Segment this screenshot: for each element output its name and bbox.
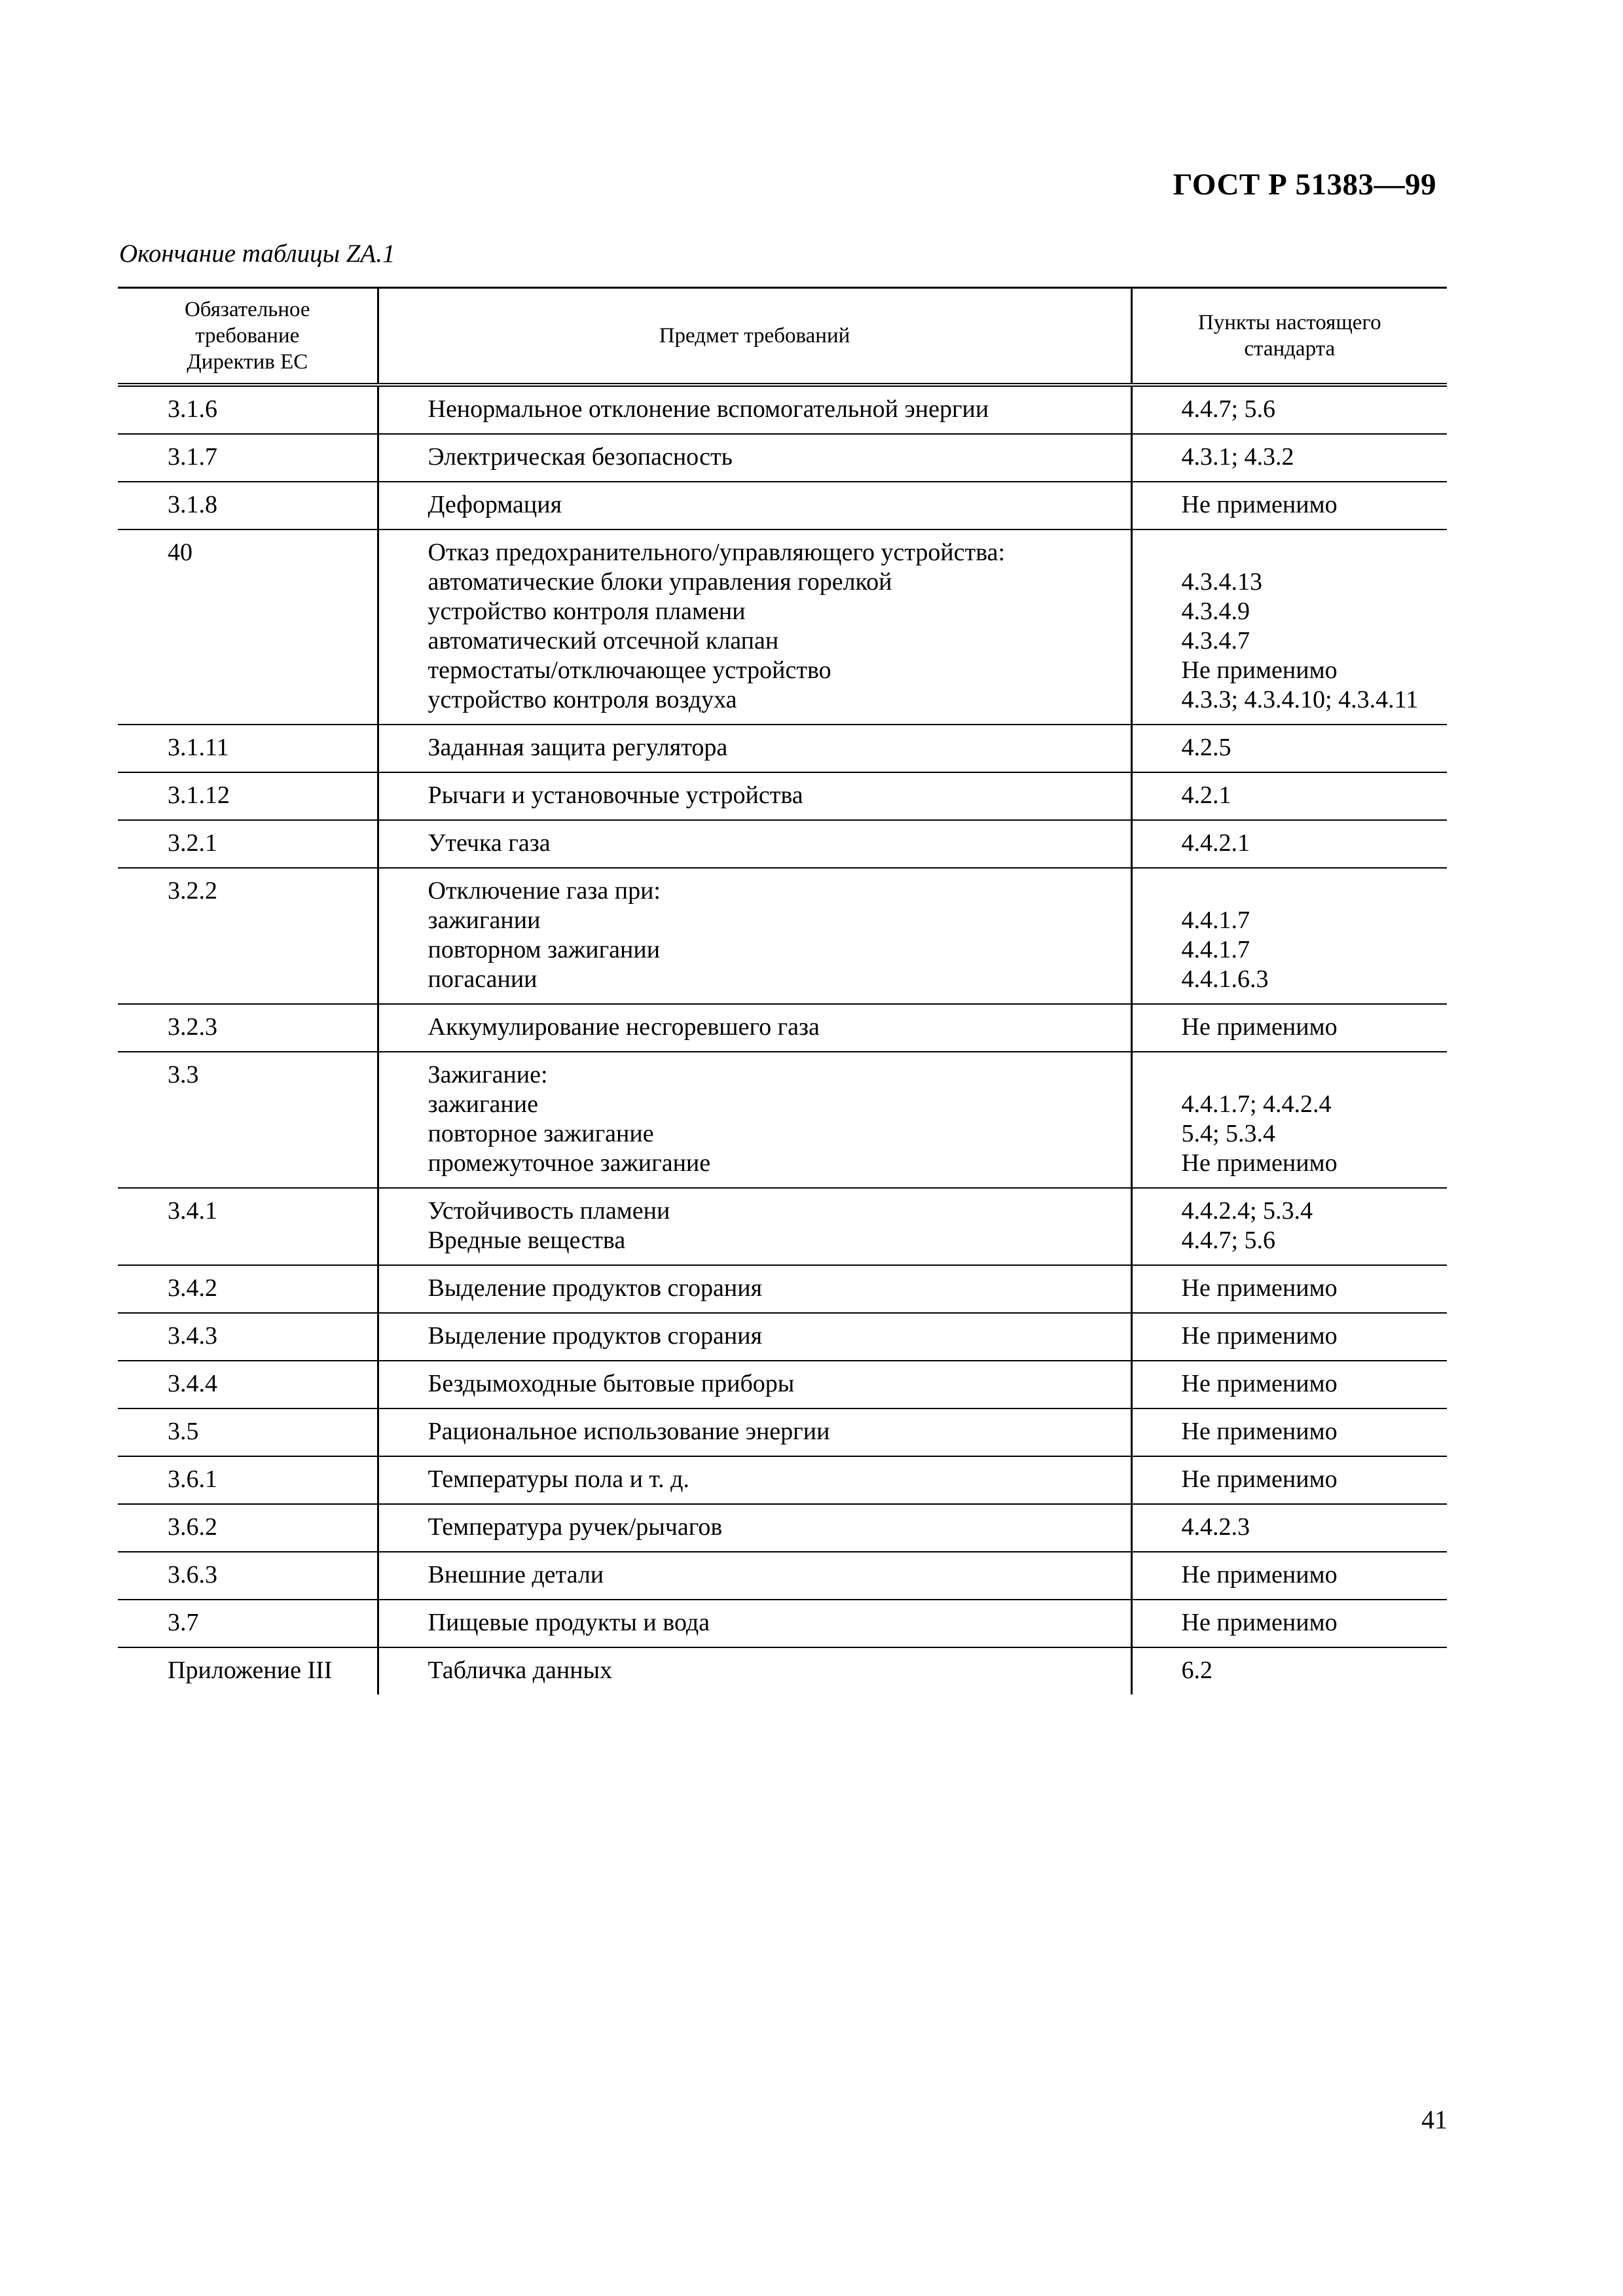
cell-subject [378, 1265, 1131, 1313]
cell-standard-clauses [1131, 1004, 1447, 1052]
cell-standard-clauses [1131, 1552, 1447, 1600]
table-row [118, 1188, 1447, 1265]
clause-text: 3.2.1 [168, 829, 217, 857]
subject-line: Рычаги и установочные устройства [428, 781, 803, 809]
subject-line: зажигание [428, 1090, 538, 1118]
cell-standard-clauses [1131, 1361, 1447, 1408]
cell-subject [378, 820, 1131, 868]
clause-reference-line: 4.4.1.7 [1181, 906, 1250, 934]
clause-reference-line: Не применимо [1181, 656, 1338, 684]
subject-line: Зажигание: [428, 1060, 548, 1088]
cell-subject [378, 1647, 1131, 1695]
subject-line: Электрическая безопасность [428, 442, 733, 471]
subject-line: Пищевые продукты и вода [428, 1608, 710, 1636]
table-row [118, 1052, 1447, 1188]
subject-line: Заданная защита регулятора [428, 733, 728, 761]
table-row [118, 1456, 1447, 1504]
cell-standard-clauses [1131, 529, 1447, 725]
subject-line: автоматические блоки управления горелкой [428, 567, 892, 596]
clause-reference-line: 4.4.1.7; 4.4.2.4 [1181, 1090, 1332, 1118]
cell-standard-clauses [1131, 482, 1447, 529]
cell-standard-clauses [1131, 725, 1447, 772]
table-body [118, 385, 1447, 1695]
cell-directive-clause [118, 1265, 378, 1313]
subject-line: повторном зажигании [428, 935, 661, 963]
subject-line: Выделение продуктов сгорания [428, 1321, 763, 1350]
clause-reference-line: 4.3.1; 4.3.2 [1181, 442, 1294, 471]
clause-reference-line [1182, 538, 1448, 567]
cell-directive-clause [118, 434, 378, 482]
cell-subject [378, 1408, 1131, 1456]
cell-subject [378, 1188, 1131, 1265]
cell-directive-clause [118, 725, 378, 772]
subject-line: Рациональное использование энергии [428, 1417, 830, 1445]
cell-subject [378, 1600, 1131, 1647]
clause-text: 3.6.2 [168, 1513, 217, 1541]
cell-subject [378, 725, 1131, 772]
cell-directive-clause [118, 868, 378, 1004]
table-row [118, 1408, 1447, 1456]
clause-reference-line: 4.4.7; 5.6 [1181, 395, 1276, 423]
document-code: ГОСТ Р 51383—99 [1173, 168, 1436, 202]
cell-directive-clause [118, 1552, 378, 1600]
header-subject [378, 288, 1131, 385]
cell-directive-clause [118, 1504, 378, 1552]
cell-subject [378, 1052, 1131, 1188]
subject-line: Ненормальное отклонение вспомогательной энергии [428, 395, 989, 423]
subject-line: зажигании [428, 906, 541, 934]
cell-standard-clauses [1131, 1600, 1447, 1647]
cell-directive-clause [118, 1456, 378, 1504]
clause-reference-line: Не применимо [1181, 1417, 1338, 1445]
cell-subject [378, 868, 1131, 1004]
clause-reference-line: 4.4.1.6.3 [1181, 965, 1269, 993]
clause-reference-line: 4.3.4.9 [1181, 597, 1250, 625]
clause-reference-line: Не применимо [1181, 1465, 1338, 1493]
subject-line: погасании [428, 965, 538, 993]
clause-reference-line: 4.2.1 [1181, 781, 1231, 809]
cell-subject [378, 1552, 1131, 1600]
table-caption: Окончание таблицы ZA.1 [119, 240, 395, 268]
subject-line: термостаты/отключающее устройство [428, 656, 831, 684]
subject-line: Отказ предохранительного/управляющего устройства: [428, 538, 1006, 566]
clause-text: Приложение III [168, 1656, 333, 1684]
requirements-table [118, 287, 1447, 1695]
cell-directive-clause [118, 1052, 378, 1188]
clause-reference-line: 4.3.4.7 [1181, 626, 1250, 655]
clause-reference-line: 4.2.5 [1181, 733, 1231, 761]
clause-text: 3.4.2 [168, 1274, 217, 1302]
cell-standard-clauses [1131, 1313, 1447, 1361]
subject-line: Деформация [428, 490, 562, 518]
cell-directive-clause [118, 1647, 378, 1695]
table-row [118, 868, 1447, 1004]
clause-text: 3.4.1 [168, 1196, 217, 1225]
clause-reference-line: 4.3.3; 4.3.4.10; 4.3.4.11 [1181, 685, 1419, 713]
cell-directive-clause [118, 1004, 378, 1052]
table-row [118, 1552, 1447, 1600]
clause-text: 3.2.2 [168, 876, 217, 905]
cell-subject [378, 1456, 1131, 1504]
table-row [118, 434, 1447, 482]
clause-reference-line: Не применимо [1181, 1369, 1338, 1397]
table-row [118, 1265, 1447, 1313]
cell-standard-clauses [1131, 1408, 1447, 1456]
cell-standard-clauses [1131, 868, 1447, 1004]
cell-directive-clause [118, 1313, 378, 1361]
clause-text: 3.2.3 [168, 1013, 217, 1041]
table-row [118, 725, 1447, 772]
clause-reference-line: Не применимо [1181, 1149, 1338, 1177]
table-row [118, 1004, 1447, 1052]
table [118, 287, 1447, 1695]
cell-standard-clauses [1131, 1052, 1447, 1188]
cell-subject [378, 1313, 1131, 1361]
page-number: 41 [1421, 2105, 1448, 2134]
cell-subject [378, 772, 1131, 820]
cell-standard-clauses [1131, 434, 1447, 482]
table-row [118, 529, 1447, 725]
table-row [118, 1504, 1447, 1552]
table-row [118, 385, 1447, 434]
clause-reference-line: 4.4.2.4; 5.3.4 [1181, 1196, 1313, 1225]
cell-subject [378, 385, 1131, 434]
clause-reference-line: Не применимо [1181, 1560, 1338, 1588]
cell-standard-clauses [1131, 1188, 1447, 1265]
cell-directive-clause [118, 820, 378, 868]
subject-line: Табличка данных [428, 1656, 613, 1684]
clause-text: 3.7 [168, 1608, 199, 1636]
clause-reference-line [1182, 876, 1448, 906]
cell-directive-clause [118, 1188, 378, 1265]
cell-directive-clause [118, 385, 378, 434]
clause-reference-line: Не применимо [1181, 1321, 1338, 1350]
subject-line: Температура ручек/рычагов [428, 1513, 723, 1541]
cell-directive-clause [118, 529, 378, 725]
clause-reference-line: 4.4.2.1 [1181, 829, 1250, 857]
clause-text: 3.4.3 [168, 1321, 217, 1350]
clause-reference-line [1182, 1060, 1448, 1090]
subject-line: Бездымоходные бытовые приборы [428, 1369, 795, 1397]
clause-reference-line: 4.3.4.13 [1181, 567, 1262, 596]
header-text: Пункты настоящего стандарта [1197, 310, 1381, 361]
clause-text: 3.1.7 [168, 442, 217, 471]
cell-standard-clauses [1131, 1456, 1447, 1504]
cell-directive-clause [118, 1361, 378, 1408]
subject-line: Аккумулирование несгоревшего газа [428, 1013, 820, 1041]
header-directive-requirement [118, 288, 378, 385]
subject-line: Внешние детали [428, 1560, 604, 1588]
clause-reference-line: 5.4; 5.3.4 [1181, 1119, 1276, 1147]
cell-standard-clauses [1131, 772, 1447, 820]
clause-text: 3.1.8 [168, 490, 217, 518]
clause-text: 40 [168, 538, 192, 566]
table-row [118, 1600, 1447, 1647]
subject-line: Отключение газа при: [428, 876, 661, 905]
clause-reference-line: 4.4.7; 5.6 [1181, 1226, 1276, 1254]
cell-subject [378, 1361, 1131, 1408]
clause-text: 3.3 [168, 1060, 199, 1088]
subject-line: устройство контроля пламени [428, 597, 746, 625]
subject-line: Вредные вещества [428, 1226, 626, 1254]
clause-reference-line: Не применимо [1181, 490, 1338, 518]
cell-subject [378, 482, 1131, 529]
table-row [118, 772, 1447, 820]
cell-subject [378, 1504, 1131, 1552]
clause-text: 3.1.12 [168, 781, 230, 809]
header-text: Обязательное требование Директив ЕС [184, 297, 310, 374]
clause-text: 3.6.1 [168, 1465, 217, 1493]
cell-directive-clause [118, 1408, 378, 1456]
table-row [118, 1313, 1447, 1361]
cell-directive-clause [118, 772, 378, 820]
clause-reference-line: Не применимо [1181, 1274, 1338, 1302]
clause-reference-line: Не применимо [1181, 1608, 1338, 1636]
table-row [118, 820, 1447, 868]
cell-standard-clauses [1131, 820, 1447, 868]
cell-directive-clause [118, 1600, 378, 1647]
clause-reference-line: 4.4.1.7 [1181, 935, 1250, 963]
clause-reference-line: 4.4.2.3 [1181, 1513, 1250, 1541]
clause-text: 3.1.11 [168, 733, 229, 761]
table-row [118, 482, 1447, 529]
cell-standard-clauses [1131, 385, 1447, 434]
cell-standard-clauses [1131, 1504, 1447, 1552]
table-row [118, 1361, 1447, 1408]
clause-text: 3.4.4 [168, 1369, 217, 1397]
cell-subject [378, 434, 1131, 482]
cell-standard-clauses [1131, 1647, 1447, 1695]
subject-line: Утечка газа [428, 829, 551, 857]
table-header [118, 288, 1447, 385]
subject-line: повторное зажигание [428, 1119, 654, 1147]
subject-line: Температуры пола и т. д. [428, 1465, 689, 1493]
subject-line: устройство контроля воздуха [428, 685, 737, 713]
header-text: Предмет требований [659, 323, 850, 348]
clause-text: 3.5 [168, 1417, 199, 1445]
clause-reference-line: Не применимо [1181, 1013, 1338, 1041]
subject-line: Устойчивость пламени [428, 1196, 670, 1225]
cell-standard-clauses [1131, 1265, 1447, 1313]
cell-subject [378, 1004, 1131, 1052]
cell-directive-clause [118, 482, 378, 529]
table-row [118, 1647, 1447, 1695]
subject-line: автоматический отсечной клапан [428, 626, 779, 655]
clause-reference-line: 6.2 [1181, 1656, 1213, 1684]
subject-line: Выделение продуктов сгорания [428, 1274, 763, 1302]
cell-subject [378, 529, 1131, 725]
clause-text: 3.6.3 [168, 1560, 217, 1588]
header-standard-clauses [1131, 288, 1447, 385]
clause-text: 3.1.6 [168, 395, 217, 423]
header-row [118, 288, 1447, 385]
subject-line: промежуточное зажигание [428, 1149, 711, 1177]
